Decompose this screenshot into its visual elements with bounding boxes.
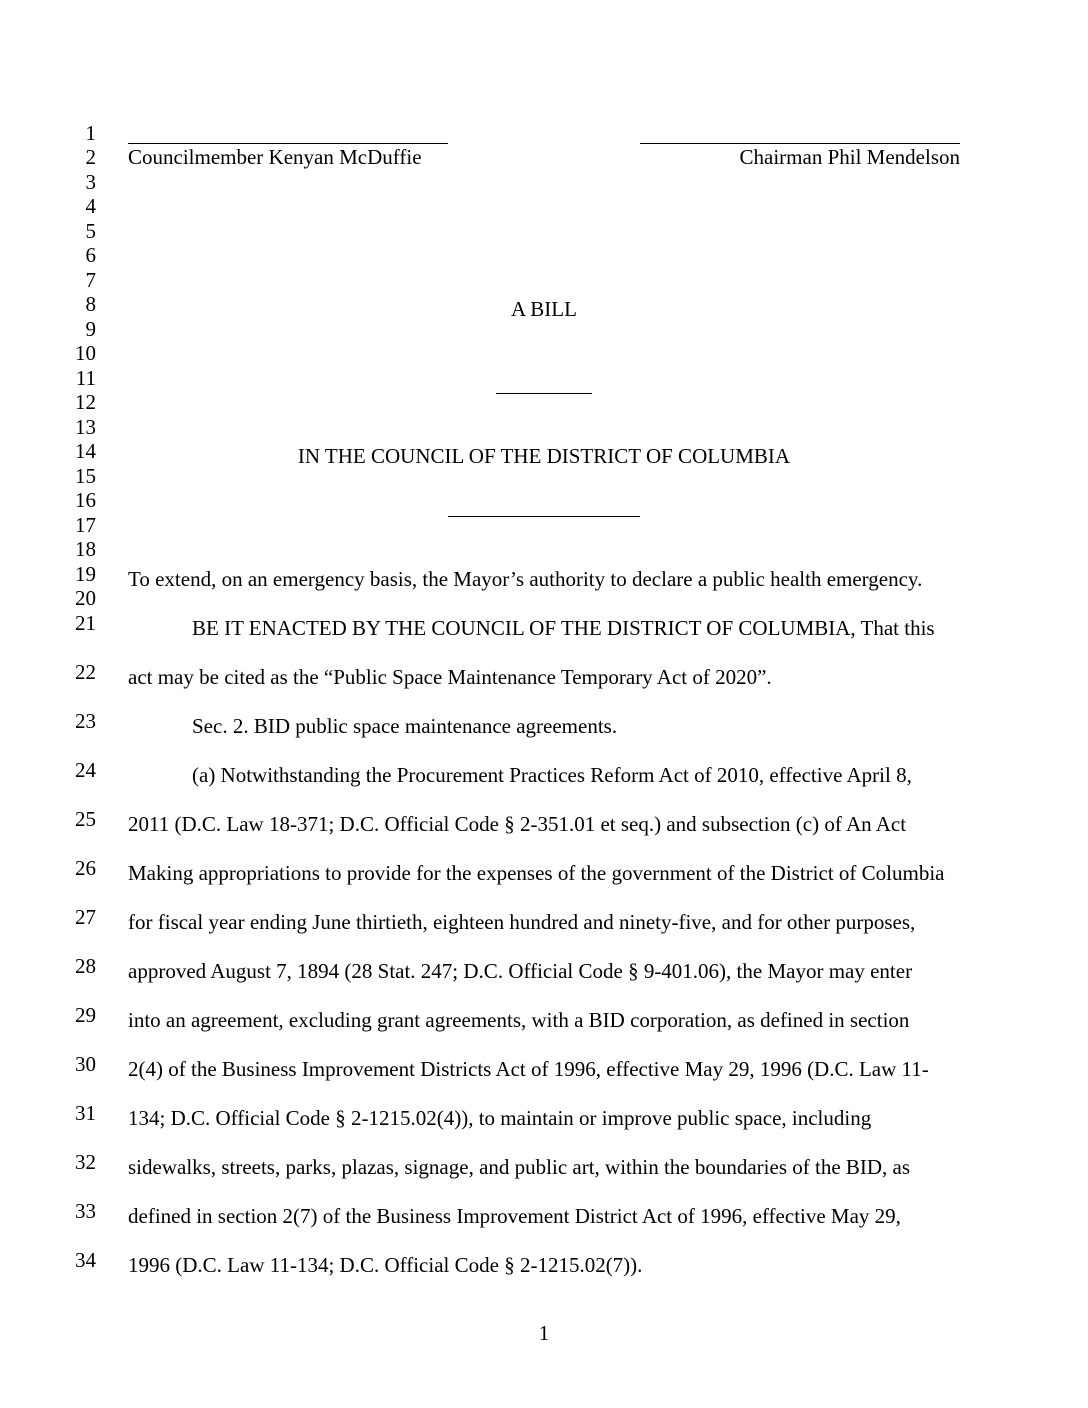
body-line-32: sidewalks, streets, parks, plazas, signage, and public art, within the boundaries of the BID, as — [128, 1155, 911, 1179]
line-number: 24 — [75, 758, 96, 782]
line-number: 30 — [75, 1052, 96, 1076]
rule-long — [448, 516, 640, 517]
line-number: 14 — [75, 439, 96, 463]
line-number: 20 — [75, 586, 96, 610]
line-number: 5 — [85, 219, 96, 243]
line-number: 21 — [75, 611, 96, 635]
signature-name-right: Chairman Phil Mendelson — [739, 145, 960, 169]
line-number: 23 — [75, 709, 96, 733]
line-number: 28 — [75, 954, 96, 978]
bill-heading: A BILL — [511, 297, 577, 321]
body-line-24: (a) Notwithstanding the Procurement Practices Reform Act of 2010, effective April 8, — [192, 763, 912, 787]
line-number: 18 — [75, 537, 96, 561]
line-number: 17 — [75, 513, 96, 537]
line-number: 7 — [85, 268, 96, 292]
rule-short — [496, 393, 592, 394]
line-number: 16 — [75, 488, 96, 512]
line-number: 2 — [85, 145, 96, 169]
line-number: 15 — [75, 464, 96, 488]
signature-line-left — [128, 143, 448, 144]
body-line-26: Making appropriations to provide for the expenses of the government of the District of Columbia — [128, 861, 945, 885]
line-number: 8 — [85, 292, 96, 316]
body-line-27: for fiscal year ending June thirtieth, eighteen hundred and ninety-five, and for other purposes, — [128, 910, 916, 934]
signature-line-right — [640, 143, 960, 144]
line-number: 11 — [75, 366, 96, 390]
line-number: 9 — [85, 317, 96, 341]
line-number: 10 — [75, 341, 96, 365]
page-number: 1 — [538, 1321, 550, 1345]
line-number: 26 — [75, 856, 96, 880]
body-line-28: approved August 7, 1894 (28 Stat. 247; D.C. Official Code § 9-401.06), the Mayor may enter — [128, 959, 913, 983]
line-number: 33 — [75, 1199, 96, 1223]
signature-name-left: Councilmember Kenyan McDuffie — [128, 145, 422, 169]
line-number: 1 — [85, 121, 96, 145]
line-number: 4 — [85, 194, 96, 218]
body-line-33: defined in section 2(7) of the Business Improvement District Act of 1996, effective May 29, — [128, 1204, 901, 1228]
body-line-25: 2011 (D.C. Law 18-371; D.C. Official Code § 2-351.01 et seq.) and subsection (c) of An Act — [128, 812, 907, 836]
body-line-21: BE IT ENACTED BY THE COUNCIL OF THE DISTRICT OF COLUMBIA, That this — [192, 616, 935, 640]
body-line-31: 134; D.C. Official Code § 2-1215.02(4)), to maintain or improve public space, including — [128, 1106, 872, 1130]
line-number: 25 — [75, 807, 96, 831]
line-number: 34 — [75, 1248, 96, 1272]
line-number: 3 — [85, 170, 96, 194]
body-line-34: 1996 (D.C. Law 11-134; D.C. Official Code § 2-1215.02(7)). — [128, 1253, 643, 1277]
line-number: 13 — [75, 415, 96, 439]
line-number: 22 — [75, 660, 96, 684]
council-heading: IN THE COUNCIL OF THE DISTRICT OF COLUMBIA — [297, 444, 791, 468]
line-number: 31 — [75, 1101, 96, 1125]
body-line-29: into an agreement, excluding grant agreements, with a BID corporation, as defined in section — [128, 1008, 910, 1032]
line-number: 12 — [75, 390, 96, 414]
line-number: 19 — [75, 562, 96, 586]
line-number: 32 — [75, 1150, 96, 1174]
section-heading: Sec. 2. BID public space maintenance agreements. — [192, 714, 618, 738]
line-number: 6 — [85, 243, 96, 267]
body-line-22: act may be cited as the “Public Space Maintenance Temporary Act of 2020”. — [128, 665, 772, 689]
line-number: 29 — [75, 1003, 96, 1027]
body-line-30: 2(4) of the Business Improvement Districts Act of 1996, effective May 29, 1996 (D.C. Law 11- — [128, 1057, 929, 1081]
line-number: 27 — [75, 905, 96, 929]
purpose-line: To extend, on an emergency basis, the Mayor’s authority to declare a public health emergency. — [128, 567, 923, 591]
